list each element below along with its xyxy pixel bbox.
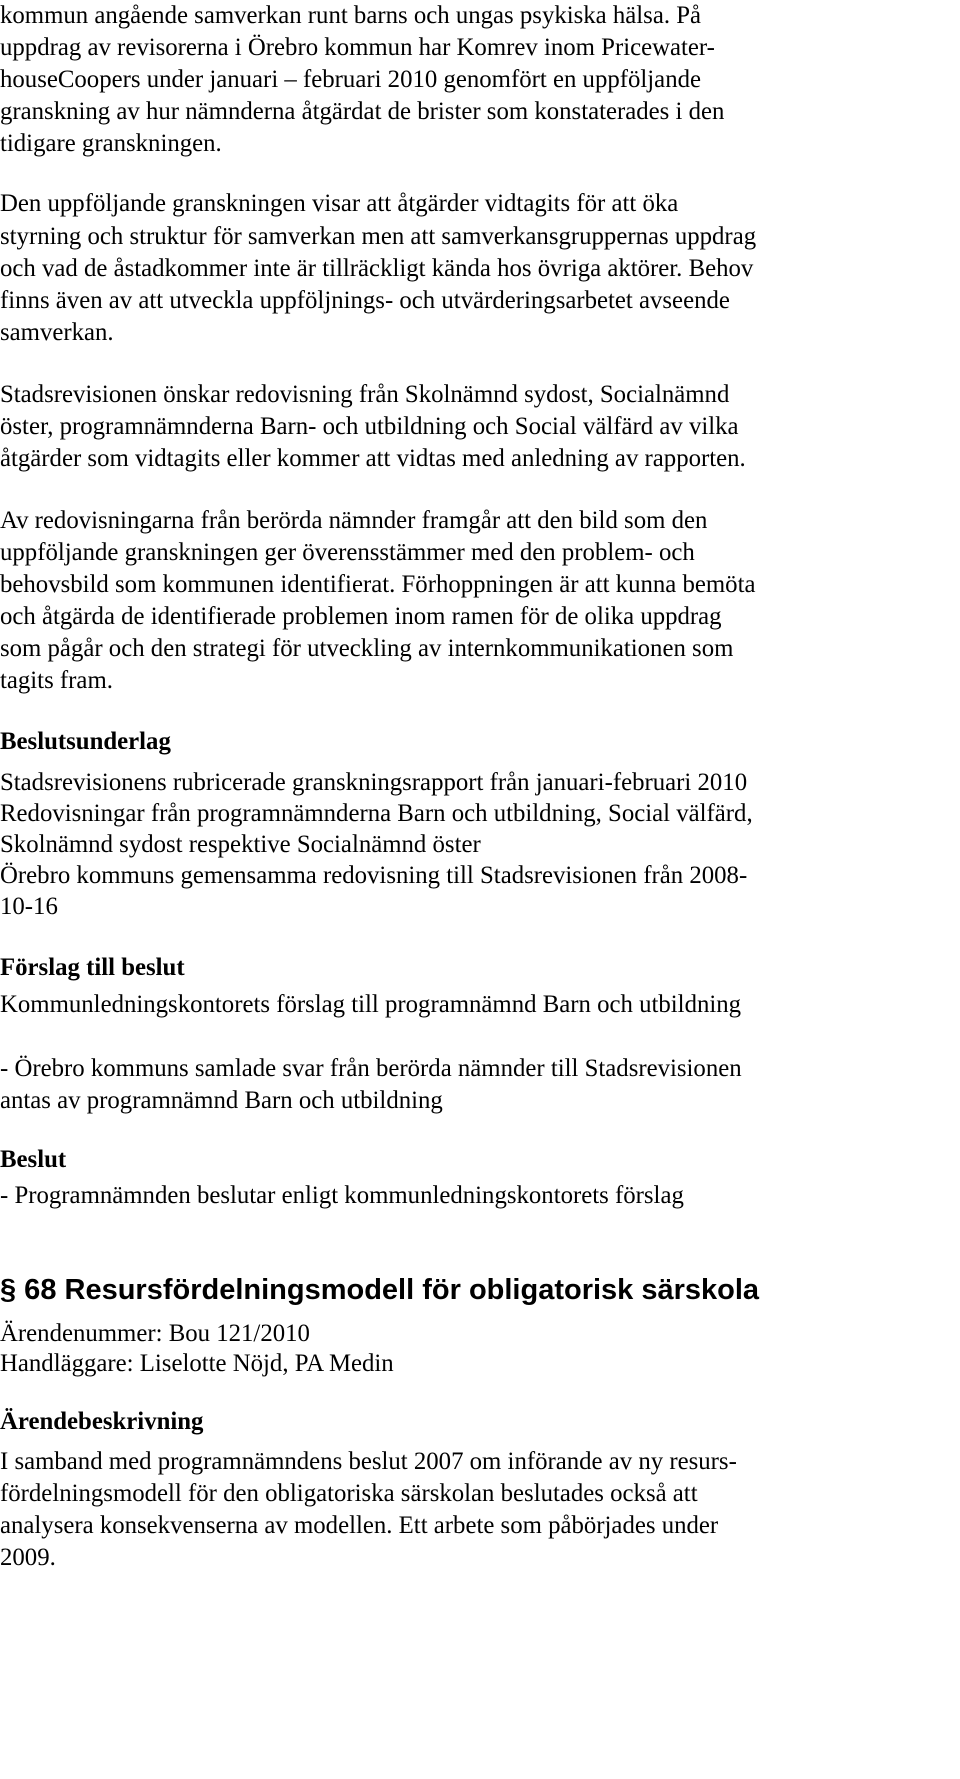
text-line: - Programnämnden beslutar enligt kommunledningskontorets förslag: [0, 1182, 684, 1209]
text-line: houseCoopers under januari – februari 2010 genomfört en uppföljande: [0, 66, 701, 93]
text-line: tagits fram.: [0, 667, 113, 694]
text-line: Den uppföljande granskningen visar att åtgärder vidtagits för att öka: [0, 190, 679, 217]
text-line: granskning av hur nämnderna åtgärdat de brister som konstaterades i den: [0, 98, 725, 125]
section-title: § 68 Resursfördelningsmodell för obligatorisk särskola: [0, 1274, 760, 1306]
text-line: Stadsrevisionens rubricerade granskningsrapport från januari-februari 2010: [0, 769, 748, 796]
text-line: Örebro kommuns gemensamma redovisning till Stadsrevisionen från 2008-: [0, 862, 748, 889]
text-line: tidigare granskningen.: [0, 130, 222, 157]
case-number: Ärendenummer: Bou 121/2010: [0, 1320, 310, 1347]
text-line: åtgärder som vidtagits eller kommer att vidtas med anledning av rapporten.: [0, 445, 746, 472]
section-heading: Förslag till beslut: [0, 954, 185, 981]
text-line: Skolnämnd sydost respektive Socialnämnd öster: [0, 831, 481, 858]
text-line: Redovisningar från programnämnderna Barn och utbildning, Social välfärd,: [0, 800, 753, 827]
text-line: antas av programnämnd Barn och utbildning: [0, 1087, 443, 1114]
section-heading: Ärendebeskrivning: [0, 1408, 204, 1435]
text-line: som pågår och den strategi för utveckling av internkommunikationen som: [0, 635, 734, 662]
text-line: 10-16: [0, 893, 58, 920]
text-line: och åtgärda de identifierade problemen inom ramen för de olika uppdrag: [0, 603, 722, 630]
text-line: samverkan.: [0, 319, 114, 346]
text-line: kommun angående samverkan runt barns och ungas psykiska hälsa. På: [0, 2, 702, 29]
text-line: Stadsrevisionen önskar redovisning från Skolnämnd sydost, Socialnämnd: [0, 381, 730, 408]
text-line: Av redovisningarna från berörda nämnder framgår att den bild som den: [0, 507, 708, 534]
text-line: - Örebro kommuns samlade svar från berörda nämnder till Stadsrevisionen: [0, 1055, 742, 1082]
text-line: fördelningsmodell för den obligatoriska särskolan beslutades också att: [0, 1480, 698, 1507]
text-line: finns även av att utveckla uppföljnings- och utvärderingsarbetet avseende: [0, 287, 730, 314]
text-line: I samband med programnämndens beslut 2007 om införande av ny resurs-: [0, 1448, 737, 1475]
text-line: Kommunledningskontorets förslag till programnämnd Barn och utbildning: [0, 991, 742, 1018]
text-line: 2009.: [0, 1544, 56, 1571]
text-line: och vad de åstadkommer inte är tillräckligt kända hos övriga aktörer. Behov: [0, 255, 754, 282]
text-line: behovsbild som kommunen identifierat. Förhoppningen är att kunna bemöta: [0, 571, 756, 598]
section-heading: Beslut: [0, 1146, 67, 1173]
text-line: öster, programnämnderna Barn- och utbildning och Social välfärd av vilka: [0, 413, 739, 440]
text-line: styrning och struktur för samverkan men att samverkansgruppernas uppdrag: [0, 223, 757, 250]
case-officer: Handläggare: Liselotte Nöjd, PA Medin: [0, 1350, 394, 1377]
text-line: analysera konsekvenserna av modellen. Ett arbete som påbörjades under: [0, 1512, 719, 1539]
section-heading: Beslutsunderlag: [0, 728, 171, 755]
text-line: uppdrag av revisorerna i Örebro kommun har Komrev inom Pricewater-: [0, 34, 715, 61]
text-line: uppföljande granskningen ger överensstämmer med den problem- och: [0, 539, 695, 566]
